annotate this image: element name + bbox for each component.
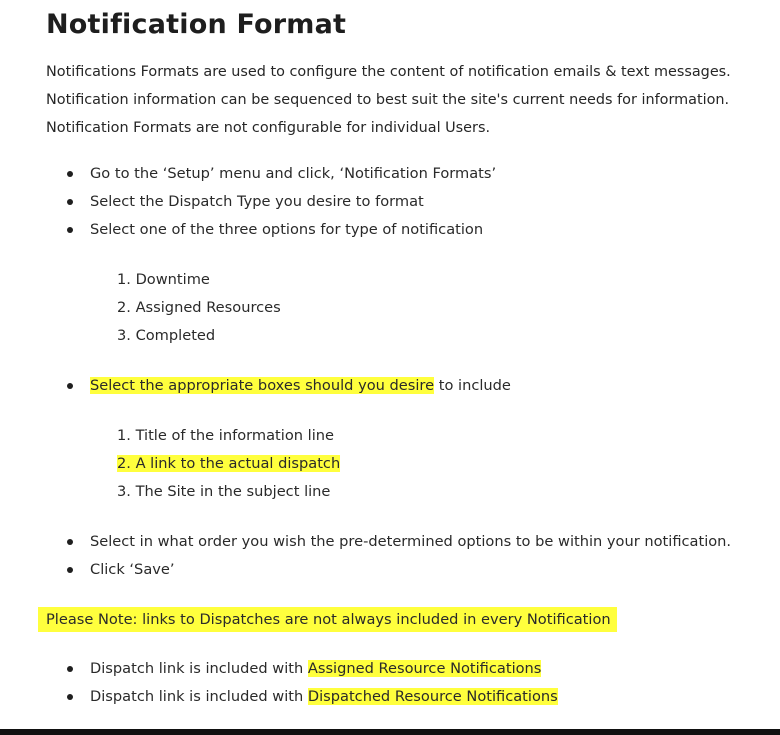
dispatch-link-dispatched xyxy=(67,683,767,711)
step-text xyxy=(90,683,558,711)
step-item-select-boxes xyxy=(67,372,767,400)
step-text: Select in what order you wish the pre-determined options to be within your notification. xyxy=(90,533,732,550)
bullet-icon xyxy=(67,666,73,672)
dispatch-link-assigned xyxy=(67,655,767,683)
bullet-icon xyxy=(67,199,73,205)
step-text xyxy=(90,372,511,400)
step-item-click-save xyxy=(67,556,767,584)
numbered-item-dispatch-link xyxy=(117,450,340,478)
numbered-item-site-subject: 3. The Site in the subject line xyxy=(117,483,331,500)
step-text: Click ‘Save’ xyxy=(90,561,175,578)
numbered-item-assigned-resources: 2. Assigned Resources xyxy=(117,299,281,316)
step-item-dispatch-type xyxy=(67,188,767,216)
bullet-icon xyxy=(67,694,73,700)
step-item-setup-menu xyxy=(67,160,767,188)
step-item-notification-type xyxy=(67,216,767,244)
dispatch-link-prefix: Dispatch link is included with xyxy=(90,660,308,677)
bullet-icon xyxy=(67,227,73,233)
bottom-border xyxy=(0,729,780,735)
step-text xyxy=(90,655,541,683)
intro-paragraph: Notifications Formats are used to configure the content of notification emails & text messages. Notification information can be sequenced to best suit the site's current needs for information. Notification Formats are not configurable for individual Users. xyxy=(46,64,731,136)
step-text-rest: to include xyxy=(434,377,511,394)
note-line xyxy=(46,606,617,634)
highlighted-text: Select the appropriate boxes should you desire xyxy=(90,377,435,394)
step-text: Select one of the three options for type of notification xyxy=(90,221,484,238)
step-text: Go to the ‘Setup’ menu and click, ‘Notification Formats’ xyxy=(90,165,497,182)
highlighted-text: 2. A link to the actual dispatch xyxy=(117,455,341,472)
page-title: Notification Format xyxy=(46,9,347,40)
step-text: Select the Dispatch Type you desire to format xyxy=(90,193,424,210)
highlighted-text: Assigned Resource Notifications xyxy=(307,660,542,677)
numbered-item-completed: 3. Completed xyxy=(117,327,216,344)
bullet-icon xyxy=(67,567,73,573)
bullet-icon xyxy=(67,171,73,177)
step-item-select-order xyxy=(67,528,767,556)
highlighted-note: Please Note: links to Dispatches are not always included in every Notification xyxy=(38,607,617,632)
bullet-icon xyxy=(67,539,73,545)
bullet-icon xyxy=(67,383,73,389)
highlighted-text: Dispatched Resource Notifications xyxy=(307,688,558,705)
dispatch-link-prefix: Dispatch link is included with xyxy=(90,688,308,705)
numbered-item-title-line: 1. Title of the information line xyxy=(117,427,334,444)
numbered-item-downtime: 1. Downtime xyxy=(117,271,210,288)
